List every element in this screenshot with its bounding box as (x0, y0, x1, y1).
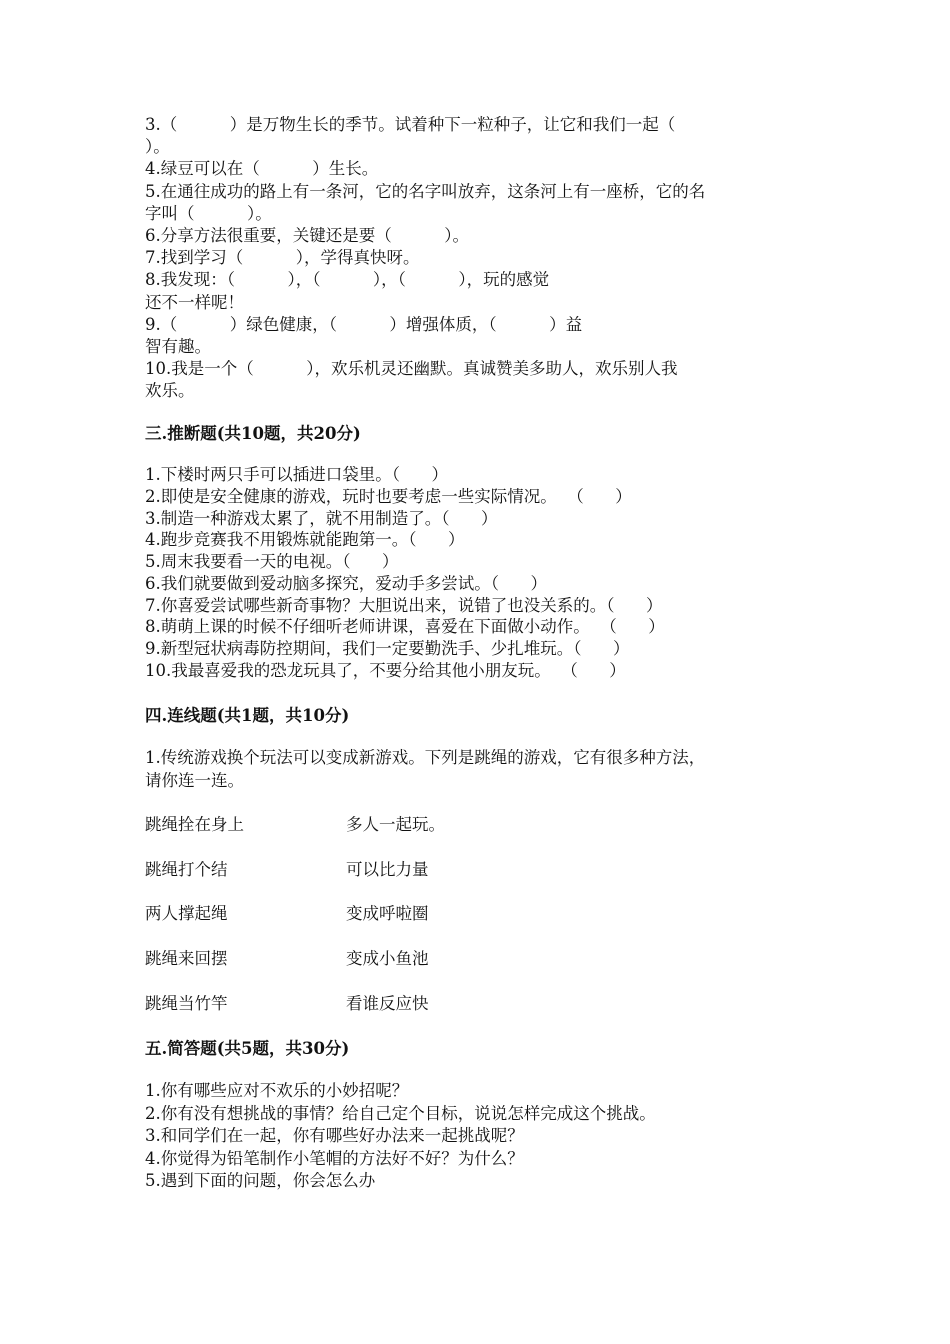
matching-row (145, 948, 810, 970)
question-line: ）。 (145, 137, 170, 157)
question-line: 智有趣。 (145, 337, 211, 357)
fill-blank-questions (145, 114, 810, 403)
question-line: 7.找到学习（ ），学得真快呀。 (145, 248, 420, 268)
question-line: 8.我发现：（ ），（ ），（ ），玩的感觉 (145, 270, 550, 290)
matching-row (145, 993, 810, 1015)
question-line: 5.周末我要看一天的电视。（ ） (145, 552, 399, 572)
matching-intro (145, 747, 810, 791)
question-line: 9.新型冠状病毒防控期间，我们一定要勤洗手、少扎堆玩。（ ） (145, 638, 630, 658)
judgement-section (145, 423, 810, 682)
matching-right-item: 变成呼啦圈 (346, 904, 429, 924)
question-line: 4.跑步竞赛我不用锻炼就能跑第一。（ ） (145, 530, 465, 550)
question-line: 10.我最喜爱我的恐龙玩具了，不要分给其他小朋友玩。 （ ） (145, 660, 626, 680)
question-line: 3.和同学们在一起，你有哪些好办法来一起挑战呢？ (145, 1126, 524, 1146)
question-line: 2.即使是安全健康的游戏，玩时也要考虑一些实际情况。 （ ） (145, 487, 632, 507)
question-line: 2.你有没有想挑战的事情？给自己定个目标，说说怎样完成这个挑战。 (145, 1103, 656, 1123)
question-line: 6.分享方法很重要，关键还是要（ ）。 (145, 226, 469, 246)
question-line: 3.制造一种游戏太累了，就不用制造了。（ ） (145, 508, 498, 528)
matching-list (145, 814, 810, 1015)
matching-left-item: 跳绳拴在身上 (145, 814, 244, 834)
matching-right-item: 可以比力量 (346, 859, 429, 879)
question-line: 1.传统游戏换个玩法可以变成新游戏。下列是跳绳的游戏，它有很多种方法， (145, 748, 706, 768)
matching-section (145, 705, 810, 1015)
matching-row (145, 814, 810, 836)
question-line: 3.（ ）是万物生长的季节。试着种下一粒种子，让它和我们一起（ (145, 115, 676, 134)
matching-row (145, 859, 810, 881)
question-line: 4.你觉得为铅笔制作小笔帽的方法好不好？为什么？ (145, 1148, 524, 1168)
matching-left-item: 跳绳来回摆 (145, 949, 228, 969)
question-line: 1.下楼时两只手可以插进口袋里。（ ） (145, 465, 448, 485)
question-line: 字叫（ ）。 (145, 203, 272, 223)
question-line: 4.绿豆可以在（ ）生长。 (145, 159, 379, 179)
question-line: 6.我们就要做到爱动脑多探究，爱动手多尝试。（ ） (145, 573, 547, 593)
question-line: 9.（ ）绿色健康，（ ）增强体质，（ ）益 (145, 314, 583, 334)
matching-left-item: 跳绳当竹竿 (145, 993, 228, 1013)
matching-left-item: 两人撑起绳 (145, 904, 228, 924)
section-heading: 三.推断题(共10题，共20分) (145, 423, 361, 443)
question-line: 5.在通往成功的路上有一条河，它的名字叫放弃，这条河上有一座桥，它的名 (145, 181, 706, 201)
section-heading: 五.简答题(共5题，共30分) (145, 1038, 350, 1058)
matching-row (145, 903, 810, 925)
matching-right-item: 看谁反应快 (346, 993, 429, 1013)
section-heading: 四.连线题(共1题，共10分) (145, 706, 350, 726)
question-line: 10.我是一个（ ），欢乐机灵还幽默。真诚赞美多助人，欢乐别人我 (145, 359, 678, 379)
question-line: 请你连一连。 (145, 770, 244, 790)
short-answer-section (145, 1038, 810, 1193)
question-line: 8.萌萌上课的时候不仔细听老师讲课，喜爱在下面做小动作。 （ ） (145, 617, 665, 637)
worksheet-page (145, 114, 810, 1193)
matching-left-item: 跳绳打个结 (145, 859, 228, 879)
question-line: 5.遇到下面的问题，你会怎么办 (145, 1171, 376, 1191)
matching-right-item: 变成小鱼池 (346, 949, 429, 969)
matching-right-item: 多人一起玩。 (346, 814, 445, 834)
question-line: 还不一样呢！ (145, 292, 244, 312)
question-line: 欢乐。 (145, 381, 195, 401)
question-line: 1.你有哪些应对不欢乐的小妙招呢？ (145, 1081, 409, 1101)
question-line: 7.你喜爱尝试哪些新奇事物？大胆说出来，说错了也没关系的。（ ） (145, 595, 663, 615)
